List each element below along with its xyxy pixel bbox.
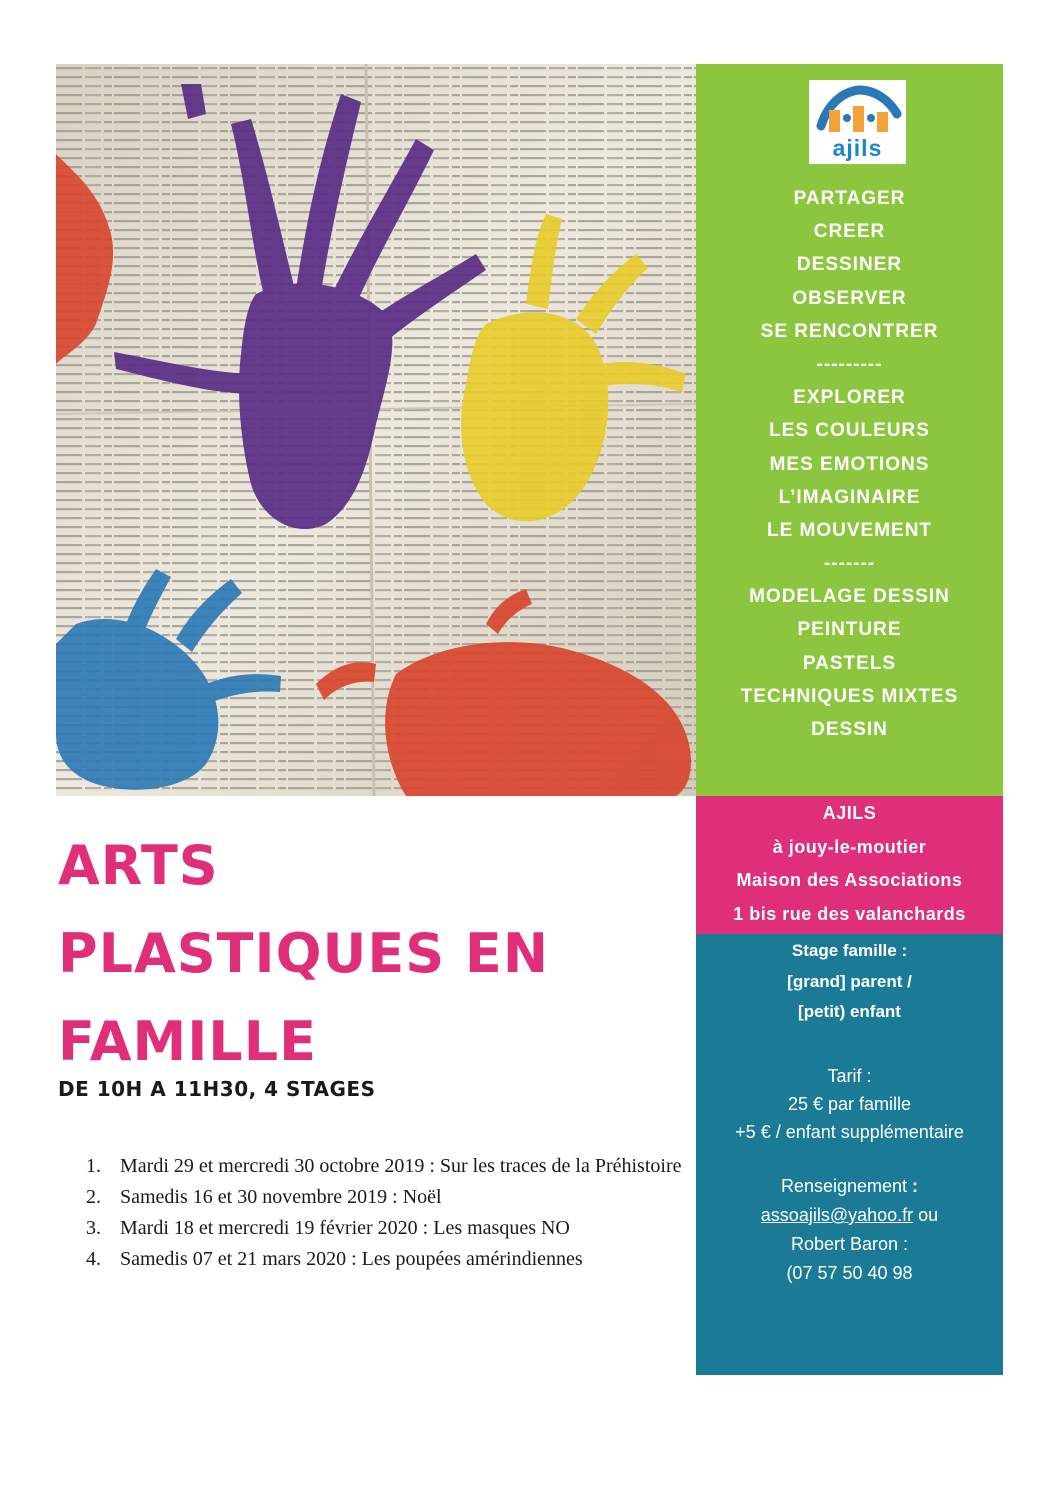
session-item xyxy=(84,1213,684,1244)
session-text: Samedis 16 et 30 novembre 2019 : Noël xyxy=(120,1186,442,1208)
activity-item: OBSERVER xyxy=(792,287,907,309)
title-line: ARTS xyxy=(58,834,219,897)
activity-item: PARTAGER xyxy=(793,188,906,209)
session-number: 1. xyxy=(86,1155,101,1177)
page-title xyxy=(58,822,698,1086)
activity-item: MODELAGE DESSIN xyxy=(749,586,950,608)
contact-email-line xyxy=(696,1201,1003,1230)
session-number: 4. xyxy=(86,1248,101,1270)
activity-item: PEINTURE xyxy=(797,619,902,641)
stage-info xyxy=(696,936,1003,1028)
session-text: Mardi 29 et mercredi 30 octobre 2019 : Sur les traces de la Préhistoire xyxy=(120,1155,682,1177)
location-line: Maison des Associations xyxy=(736,870,963,890)
activity-item: LE MOUVEMENT xyxy=(766,519,933,541)
session-item xyxy=(84,1182,684,1213)
session-item xyxy=(84,1244,684,1275)
stage-line: [petit) enfant xyxy=(798,1002,901,1021)
contact-name: Robert Baron : xyxy=(790,1234,909,1254)
activities-list xyxy=(696,182,1003,746)
contact-heading xyxy=(696,1172,1003,1201)
activity-item: EXPLORER xyxy=(793,387,906,409)
session-number: 3. xyxy=(86,1217,101,1239)
activity-item: DESSIN xyxy=(811,719,888,740)
stage-line: Stage famille : xyxy=(791,941,908,960)
activity-item: LES COULEURS xyxy=(769,420,930,442)
location-line: AJILS xyxy=(822,803,877,823)
tarif-line: 25 € par famille xyxy=(787,1094,912,1114)
tarif-line: Tarif : xyxy=(827,1066,872,1086)
separator: --------- xyxy=(816,353,883,375)
title-line: PLASTIQUES EN xyxy=(58,922,550,985)
contact-colon: : xyxy=(912,1176,919,1196)
activity-item: SE RENCONTRER xyxy=(760,320,939,342)
location-lines xyxy=(696,797,1003,931)
activity-item: TECHNIQUES MIXTES xyxy=(740,685,959,707)
activity-item: L’IMAGINAIRE xyxy=(778,486,921,508)
stage-line: [grand] parent / xyxy=(787,971,912,991)
session-text: Samedis 07 et 21 mars 2020 : Les poupées amérindiennes xyxy=(120,1248,583,1270)
contact-label: Renseignement xyxy=(780,1176,908,1196)
ajils-logo xyxy=(809,80,906,164)
session-number: 2. xyxy=(86,1186,101,1208)
activity-item: DESSINER xyxy=(796,254,903,276)
email-link[interactable]: assoajils@yahoo.fr xyxy=(760,1205,914,1225)
activities-panel xyxy=(696,64,1003,796)
handprints-photo xyxy=(56,64,696,796)
session-item xyxy=(84,1151,684,1182)
sessions-list xyxy=(84,1151,684,1275)
logo-text: ajils xyxy=(832,135,883,161)
contact-info xyxy=(696,1172,1003,1288)
info-panel xyxy=(696,934,1003,1375)
location-panel xyxy=(696,796,1003,934)
location-line: à jouy-le-moutier xyxy=(772,836,927,857)
title-line: FAMILLE xyxy=(58,1010,318,1073)
tarif-line: +5 € / enfant supplémentaire xyxy=(735,1122,964,1142)
contact-or: ou xyxy=(918,1205,939,1225)
session-text: Mardi 18 et mercredi 19 février 2020 : Les masques NO xyxy=(120,1217,570,1239)
activity-item: CREER xyxy=(813,221,886,243)
schedule-subtitle: DE 10H A 11H30, 4 STAGES xyxy=(58,1077,376,1101)
separator: ------- xyxy=(823,553,876,575)
location-line: 1 bis rue des valanchards xyxy=(733,903,966,924)
activity-item: MES EMOTIONS xyxy=(769,453,930,475)
pricing-info xyxy=(696,1062,1003,1146)
activity-item: PASTELS xyxy=(802,652,897,674)
contact-phone: (07 57 50 40 98 xyxy=(786,1263,913,1283)
